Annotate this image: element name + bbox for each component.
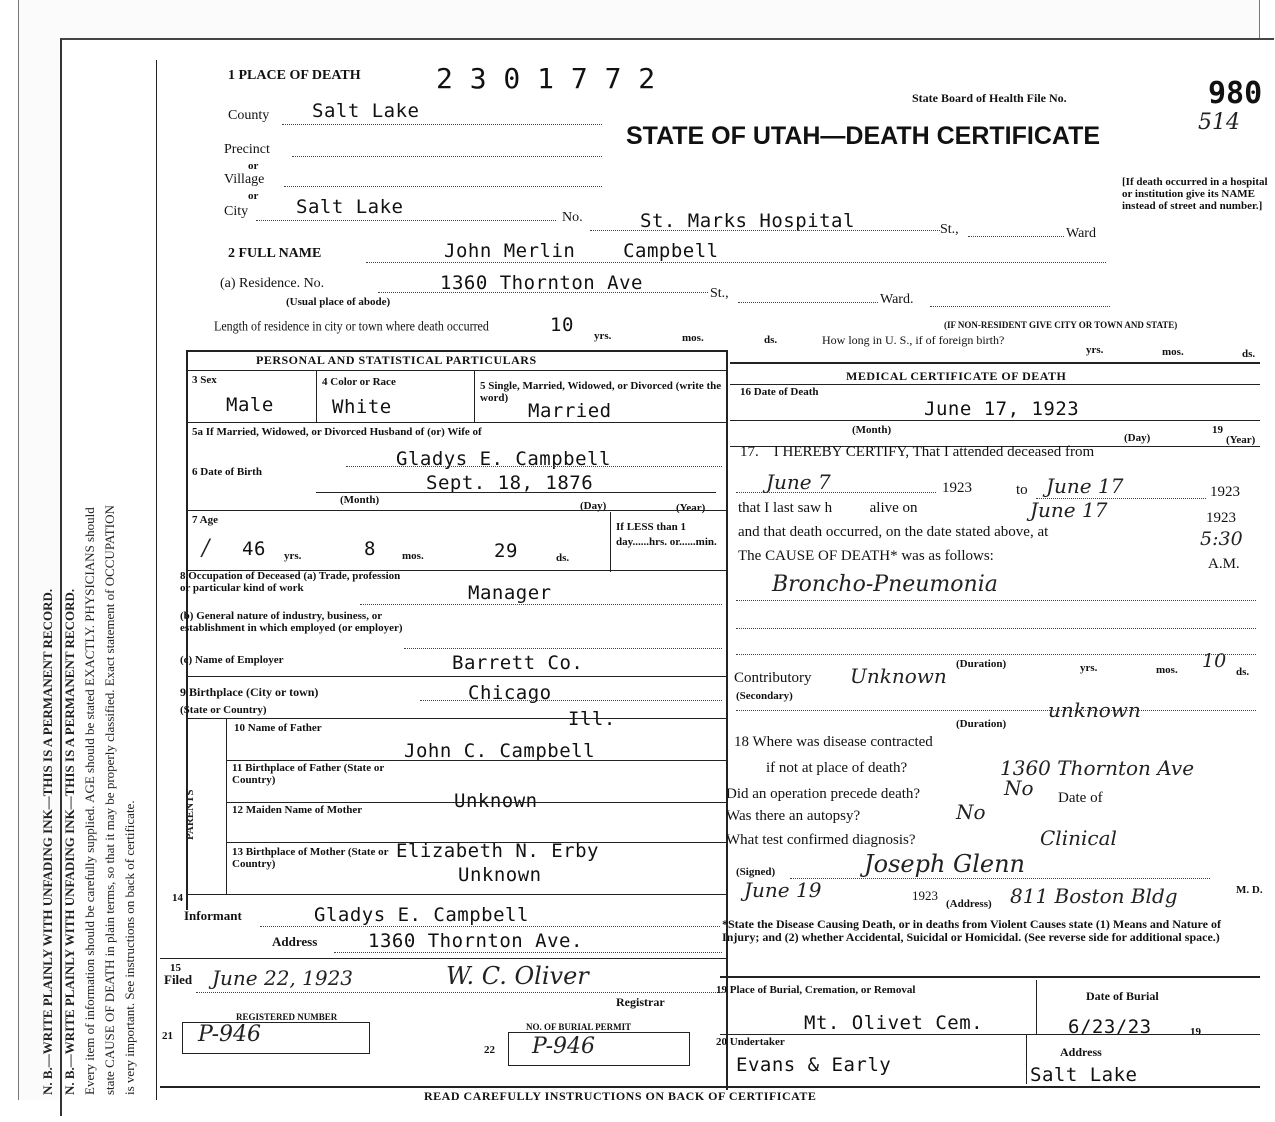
- last-saw-text: that I last saw h alive on: [738, 500, 918, 516]
- street-no-value: St. Marks Hospital: [640, 210, 855, 232]
- disease-label: 18 Where was disease contracted: [734, 734, 933, 750]
- birthplace-city: Chicago: [468, 682, 552, 704]
- full-name-label: 2 FULL NAME: [228, 246, 322, 261]
- dob-month: (Month): [340, 494, 380, 506]
- employer-label: (c) Name of Employer: [180, 654, 284, 666]
- mother-value: Elizabeth N. Erby: [396, 840, 599, 862]
- length-years: 10: [550, 314, 574, 336]
- date-of-label: Date of: [1058, 790, 1103, 806]
- hospital-note: [If death occurred in a hospital or institution give its NAME instead of street and number.]: [1122, 176, 1268, 212]
- city-label: City: [224, 204, 249, 219]
- village-label: Village: [224, 172, 265, 187]
- or-1: or: [248, 160, 259, 172]
- length-yrs: yrs.: [594, 330, 612, 342]
- undertaker-label: 20 Undertaker: [716, 1036, 785, 1048]
- signed-date: June 19: [744, 878, 822, 902]
- informant-address-value: 1360 Thornton Ave.: [368, 930, 583, 952]
- certificate-number: 2 3 0 1 7 7 2: [436, 62, 656, 95]
- autopsy-label: Was there an autopsy?: [726, 808, 861, 824]
- state-file-label: State Board of Health File No.: [912, 91, 1067, 105]
- color-value: White: [332, 396, 392, 418]
- dob-label: 6 Date of Birth: [192, 466, 262, 478]
- attended-from: June 7: [766, 470, 831, 494]
- burial-19: 19: [1190, 1026, 1201, 1038]
- employer-value: Barrett Co.: [452, 652, 584, 674]
- margin-line-4: state CAUSE OF DEATH in plain terms, so that it may be properly classified. Exact statement of OCCUPATION: [102, 505, 117, 1095]
- age-years: 46: [242, 538, 266, 560]
- mother-bp-label: 13 Birthplace of Mother (State or Country): [232, 846, 389, 870]
- father-bp-label: 11 Birthplace of Father (State or Country): [232, 762, 385, 786]
- res-st-label: St.,: [710, 286, 729, 301]
- dob-day: (Day): [580, 500, 607, 512]
- informant-label: Informant: [184, 908, 242, 923]
- undertaker-address: Salt Lake: [1030, 1064, 1138, 1086]
- residence-value: 1360 Thornton Ave: [440, 272, 643, 294]
- personal-top-rule: [186, 350, 726, 352]
- burial-place: Mt. Olivet Cem.: [804, 1012, 984, 1034]
- signed-label: (Signed): [736, 866, 776, 878]
- dob-value: Sept. 18, 1876: [426, 472, 594, 494]
- to-year: 1923: [1210, 484, 1240, 500]
- medical-heading: MEDICAL CERTIFICATE OF DEATH: [846, 369, 1067, 383]
- full-name-value: John Merlin Campbell: [444, 240, 719, 262]
- last-saw-date: June 17: [1030, 498, 1108, 522]
- footnote: *State the Disease Causing Death, or in deaths from Violent Causes state (1) Means and Nature of Injury; and (2) whether Accidental, Suicidal or Homicidal. (See reverse side for additional space.): [722, 917, 1221, 944]
- personal-heading: PERSONAL AND STATISTICAL PARTICULARS: [256, 353, 537, 367]
- to-label: to: [1016, 482, 1028, 498]
- undertaker-address-label: Address: [1060, 1045, 1102, 1059]
- occurred-text: and that death occurred, on the date stated above, at: [738, 524, 1049, 540]
- duration-label: (Duration): [956, 658, 1007, 670]
- operation-value: No: [1004, 776, 1034, 800]
- margin-line-2: N. B.—WRITE PLAINLY WITH UNFADING INK—THIS IS A PERMANENT RECORD.: [62, 588, 77, 1095]
- am-label: A.M.: [1208, 556, 1240, 572]
- contributory-value: Unknown: [850, 664, 947, 688]
- contracted-value: 1360 Thornton Ave: [1000, 756, 1195, 780]
- father-value: John C. Campbell: [404, 740, 596, 762]
- length-label: Length of residence in city or town where death occurred: [214, 318, 489, 334]
- burial-permit-value: P-946: [532, 1034, 596, 1059]
- dob-year: (Year): [676, 502, 706, 514]
- center-divider: [726, 350, 728, 1090]
- street-no-label: No.: [562, 210, 583, 225]
- spouse-value: Gladys E. Campbell: [396, 448, 611, 470]
- md-label: M. D.: [1236, 884, 1263, 896]
- item-14: 14: [172, 892, 183, 904]
- sex-label: 3 Sex: [192, 374, 217, 386]
- res-ward-label: Ward.: [880, 292, 914, 307]
- cause-value: Broncho-Pneumonia: [772, 572, 998, 597]
- death-time: 5:30: [1200, 528, 1243, 550]
- date-of-death-label: 16 Date of Death: [740, 386, 819, 398]
- certify-text: 17. I HEREBY CERTIFY, That I attended deceased from: [740, 444, 1095, 460]
- city-value: Salt Lake: [296, 196, 404, 218]
- death-day: (Day): [1124, 432, 1151, 444]
- us-label: How long in U. S., if of foreign birth?: [822, 333, 1005, 347]
- certificate-title: STATE OF UTAH—DEATH CERTIFICATE: [626, 122, 1101, 150]
- physician-address-label: (Address): [946, 898, 992, 910]
- age-months: 8: [364, 538, 376, 560]
- item-21: 21: [162, 1030, 173, 1042]
- birth-state-label: (State or Country): [180, 704, 267, 716]
- physician-address: 811 Boston Bldg: [1010, 884, 1178, 908]
- state-file-number: 980: [1208, 76, 1263, 111]
- margin-divider: [156, 60, 157, 1100]
- death-month: (Month): [852, 424, 892, 436]
- duration-mos: mos.: [1156, 664, 1178, 676]
- county-value: Salt Lake: [312, 100, 420, 122]
- marital-value: Married: [528, 400, 612, 422]
- reg-num-value: P-946: [198, 1022, 262, 1047]
- autopsy-value: No: [956, 800, 986, 824]
- burial-label: 19 Place of Burial, Cremation, or Removal: [716, 984, 916, 996]
- place-of-death-label: 1 PLACE OF DEATH: [228, 68, 361, 83]
- date-of-death-value: June 17, 1923: [924, 398, 1080, 420]
- burial-permit-label: NO. OF BURIAL PERMIT: [526, 1022, 632, 1032]
- birthplace-state: Ill.: [568, 708, 616, 730]
- duration-yrs: yrs.: [1080, 662, 1098, 674]
- spouse-label: 5a If Married, Widowed, or Divorced Husband of (or) Wife of: [192, 426, 482, 438]
- less-label: If LESS than 1 day......hrs. or......min.: [616, 521, 717, 548]
- margin-line-3: Every item of information should be carefully supplied. AGE should be stated EXACTLY. PHYSICIANS should: [82, 507, 97, 1095]
- marital-label: 5 Single, Married, Widowed, or Divorced (write the word): [480, 380, 722, 404]
- mother-bp-value: Unknown: [458, 864, 542, 886]
- contributory-label: Contributory: [734, 670, 812, 686]
- filed-value: June 22, 1923: [212, 966, 354, 990]
- county-label: County: [228, 108, 270, 123]
- filed-label: Filed: [164, 972, 193, 987]
- informant-value: Gladys E. Campbell: [314, 904, 529, 926]
- sex-value: Male: [226, 394, 274, 416]
- duration-ds: ds.: [1236, 666, 1250, 678]
- test-label: What test confirmed diagnosis?: [726, 832, 916, 848]
- residence-label: (a) Residence. No.: [220, 276, 325, 291]
- secondary-label: (Secondary): [736, 690, 793, 702]
- abode-label: (Usual place of abode): [286, 296, 391, 308]
- margin-line-1: N. B.—WRITE PLAINLY WITH UNFADING INK—THIS IS A PERMANENT RECORD.: [40, 588, 55, 1095]
- length-ds: ds.: [764, 334, 778, 346]
- medical-top-rule: [730, 362, 1260, 364]
- st-label: St.,: [940, 222, 959, 237]
- father-label: 10 Name of Father: [234, 722, 322, 734]
- nonresident-label: (IF NON-RESIDENT GIVE CITY OR TOWN AND STATE): [944, 320, 1178, 330]
- cause-label: The CAUSE OF DEATH* was as follows:: [738, 548, 994, 564]
- physician-signature: Joseph Glenn: [864, 850, 1026, 878]
- disease-label-2: if not at place of death?: [766, 760, 908, 776]
- from-year: 1923: [942, 480, 972, 496]
- age-ds: ds.: [556, 552, 570, 564]
- us-yrs: yrs.: [1086, 344, 1104, 356]
- item-22: 22: [484, 1044, 495, 1056]
- father-bp-value: Unknown: [454, 790, 538, 812]
- age-mark: /: [202, 536, 210, 561]
- item-15: 15: [170, 962, 181, 974]
- margin-line-5: is very important. See instructions on back of certificate.: [122, 800, 137, 1095]
- us-ds: ds.: [1242, 348, 1256, 360]
- registrar-signature: W. C. Oliver: [446, 962, 589, 990]
- operation-label: Did an operation precede death?: [726, 786, 921, 802]
- length-mos: mos.: [682, 332, 704, 344]
- undertaker-value: Evans & Early: [736, 1054, 892, 1076]
- reg-num-label: REGISTERED NUMBER: [236, 1012, 338, 1022]
- occupation-value: Manager: [468, 582, 552, 604]
- test-value: Clinical: [1040, 826, 1117, 850]
- duration-months-value: 10: [1202, 650, 1227, 672]
- burial-date: 6/23/23: [1068, 1016, 1152, 1038]
- death-year: (Year): [1226, 434, 1256, 446]
- duration2-value: unknown: [1048, 698, 1141, 722]
- last-saw-year: 1923: [1206, 510, 1236, 526]
- mother-label: 12 Maiden Name of Mother: [232, 804, 363, 816]
- signed-year: 1923: [912, 888, 938, 903]
- age-days: 29: [494, 540, 518, 562]
- parents-label: PARENTS: [184, 789, 196, 840]
- ward-label: Ward: [1066, 226, 1096, 241]
- us-mos: mos.: [1162, 346, 1184, 358]
- footer-instructions: READ CAREFULLY INSTRUCTIONS ON BACK OF CERTIFICATE: [424, 1089, 817, 1103]
- birthplace-label: 9 Birthplace (City or town): [180, 685, 319, 699]
- informant-address-label: Address: [272, 934, 318, 949]
- color-label: 4 Color or Race: [322, 376, 396, 388]
- precinct-label: Precinct: [224, 142, 270, 157]
- burial-date-label: Date of Burial: [1086, 989, 1159, 1003]
- or-2: or: [248, 190, 259, 202]
- attended-to: June 17: [1046, 474, 1124, 498]
- age-label: 7 Age: [192, 514, 218, 526]
- industry-label: (b) General nature of industry, business, or establishment in which employed (or employer): [180, 610, 403, 634]
- duration2-label: (Duration): [956, 718, 1007, 730]
- registrar-label: Registrar: [616, 995, 665, 1009]
- death-19: 19: [1212, 424, 1223, 436]
- occupation-label: 8 Occupation of Deceased (a) Trade, profession or particular kind of work: [180, 570, 401, 594]
- state-file-sub: 514: [1198, 110, 1240, 135]
- age-mos: mos.: [402, 550, 424, 562]
- age-yrs: yrs.: [284, 550, 302, 562]
